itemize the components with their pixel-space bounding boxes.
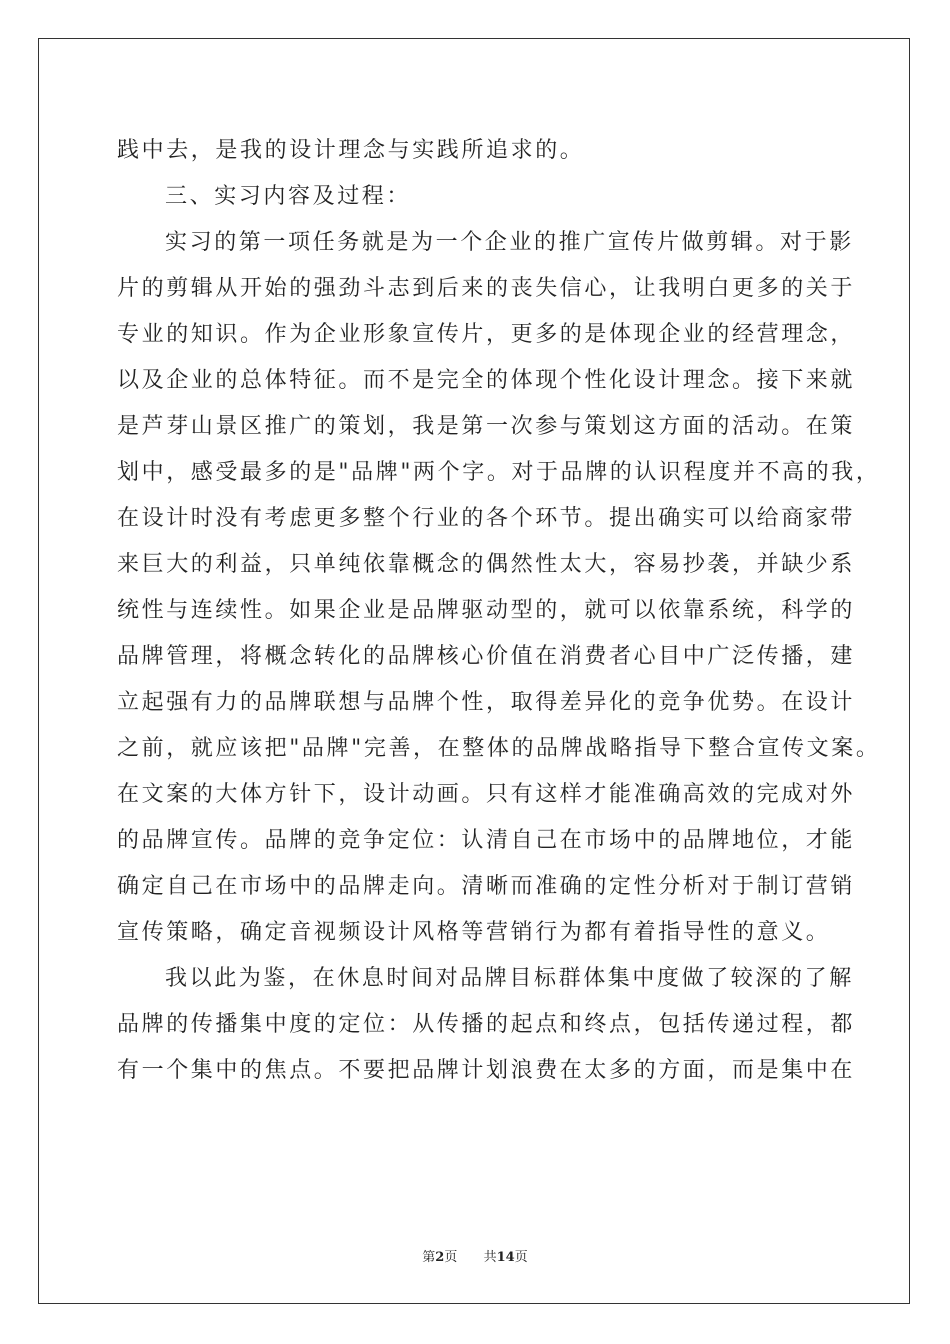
text-line: 以及企业的总体特征。而不是完全的体现个性化设计理念。接下来就 (117, 368, 856, 393)
text-line: 划中，感受最多的是"品牌"两个字。对于品牌的认识程度并不高的我， (117, 460, 881, 485)
text-line: 统性与连续性。如果企业是品牌驱动型的，就可以依靠系统，科学的 (117, 598, 856, 623)
paragraph-start-line: 实习的第一项任务就是为一个企业的推广宣传片做剪辑。对于影 (165, 230, 854, 255)
section-heading: 三、实习内容及过程： (165, 184, 412, 209)
text-line: 确定自己在市场中的品牌走向。清晰而准确的定性分析对于制订营销 (117, 874, 856, 899)
page-footer (0, 1246, 950, 1265)
text-line: 片的剪辑从开始的强劲斗志到后来的丧失信心，让我明白更多的关于 (117, 276, 856, 301)
total-suffix: 页 (514, 1250, 528, 1265)
text-line: 有一个集中的焦点。不要把品牌计划浪费在太多的方面，而是集中在 (117, 1058, 856, 1083)
current-page: 2 (435, 1250, 445, 1265)
text-line: 立起强有力的品牌联想与品牌个性，取得差异化的竞争优势。在设计 (117, 690, 856, 715)
text-line: 践中去，是我的设计理念与实践所追求的。 (117, 138, 585, 163)
text-line: 在文案的大体方针下，设计动画。只有这样才能准确高效的完成对外 (117, 782, 856, 807)
page-number (422, 1246, 457, 1265)
text-line: 宣传策略，确定音视频设计风格等营销行为都有着指导性的意义。 (117, 920, 831, 945)
text-line: 品牌管理，将概念转化的品牌核心价值在消费者心目中广泛传播，建 (117, 644, 856, 669)
text-line: 之前，就应该把"品牌"完善，在整体的品牌战略指导下整合宣传文案。 (117, 736, 881, 761)
text-line: 品牌的传播集中度的定位：从传播的起点和终点，包括传递过程，都 (117, 1012, 856, 1037)
total-prefix: 共 (483, 1250, 497, 1265)
page-prefix: 第 (422, 1250, 436, 1265)
page-total (484, 1246, 528, 1265)
text-line: 在设计时没有考虑更多整个行业的各个环节。提出确实可以给商家带 (117, 506, 856, 531)
text-line: 是芦芽山景区推广的策划，我是第一次参与策划这方面的活动。在策 (117, 414, 856, 439)
text-line: 的品牌宣传。品牌的竞争定位：认清自己在市场中的品牌地位，才能 (117, 828, 856, 853)
total-pages: 14 (496, 1250, 515, 1265)
paragraph-start-line: 我以此为鉴，在休息时间对品牌目标群体集中度做了较深的了解 (165, 966, 854, 991)
text-line: 专业的知识。作为企业形象宣传片，更多的是体现企业的经营理念， (117, 322, 856, 347)
text-line: 来巨大的利益，只单纯依靠概念的偶然性太大，容易抄袭，并缺少系 (117, 552, 856, 577)
document-body (117, 128, 881, 1094)
page-suffix: 页 (444, 1250, 458, 1265)
